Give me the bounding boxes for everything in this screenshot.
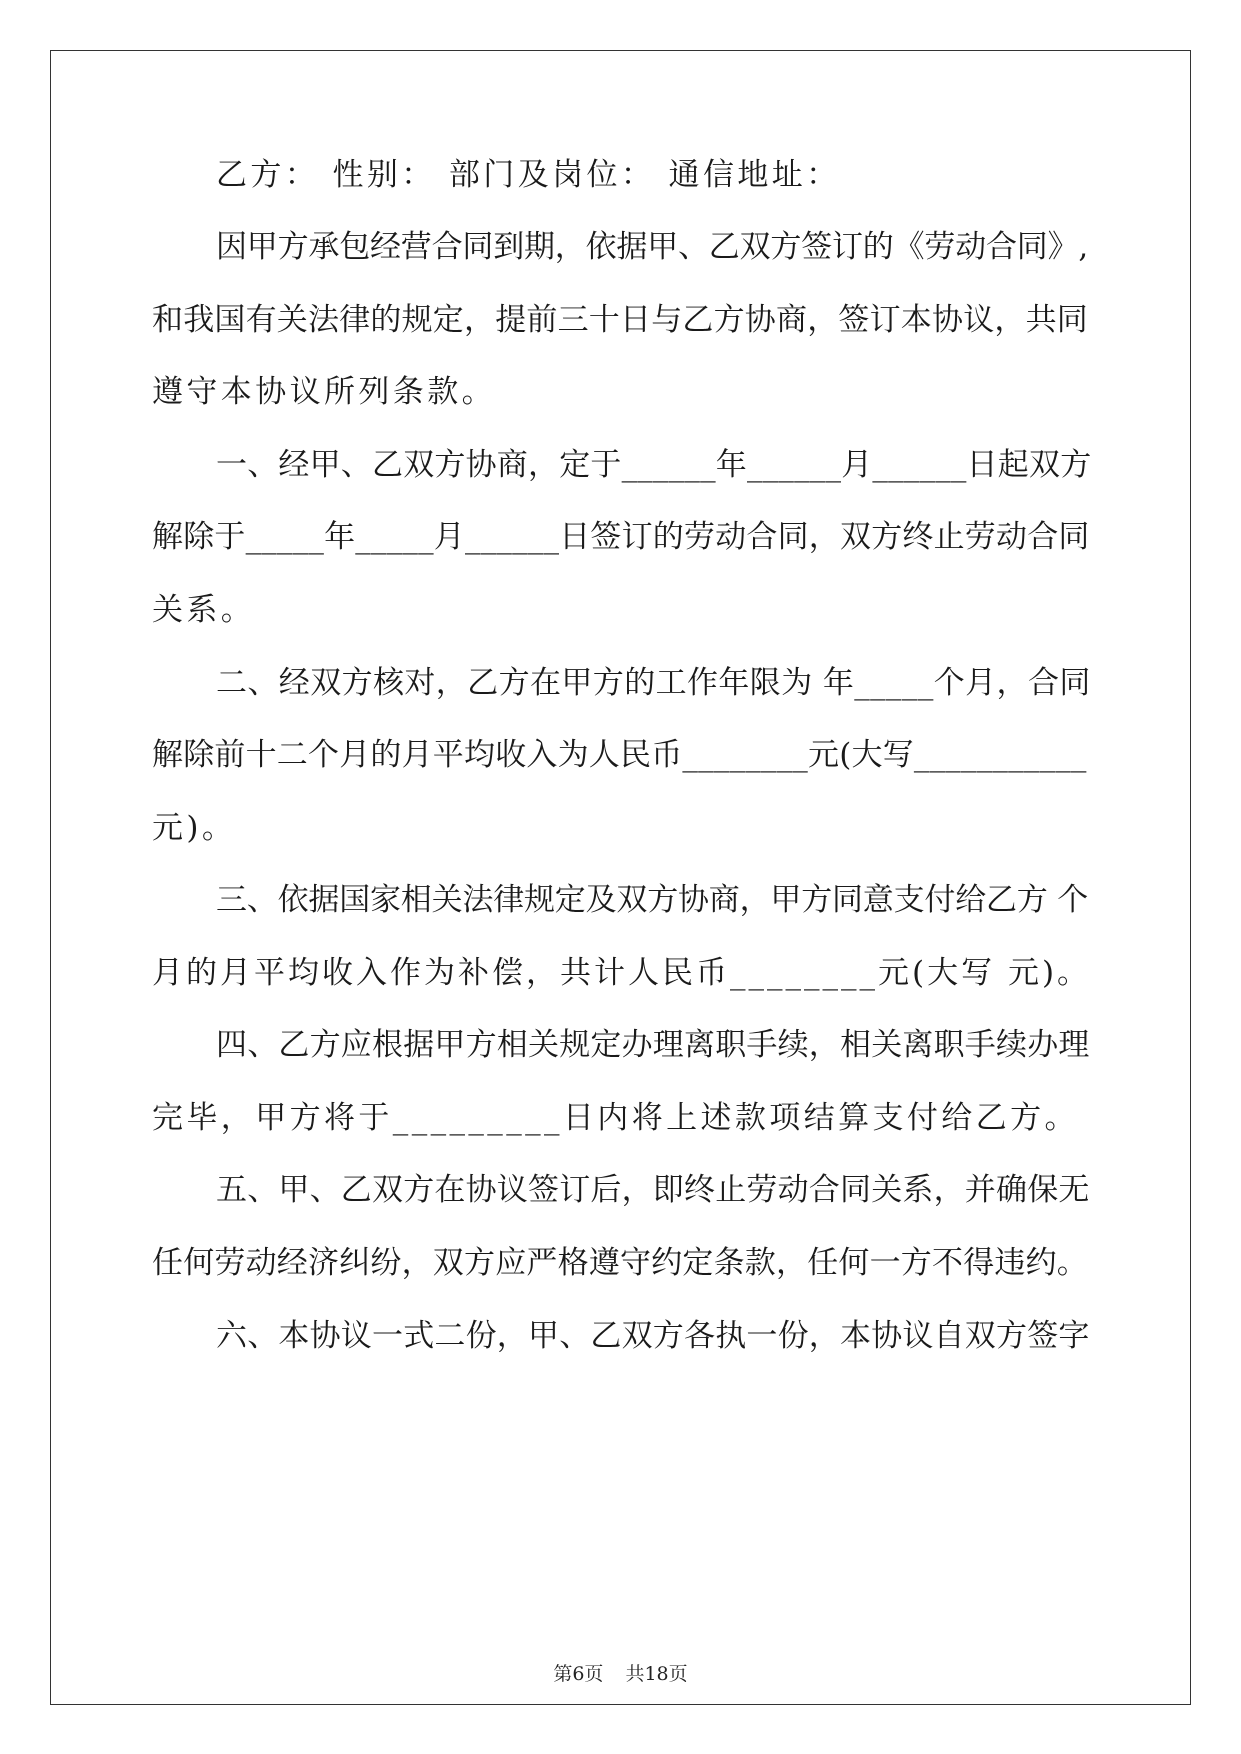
paragraph-intro-line-3: 遵守本协议所列条款。	[152, 374, 496, 410]
clause-5-line-1: 五、甲、乙双方在协议签订后，即终止劳动合同关系，并确保无	[216, 1172, 1090, 1208]
clause-2-line-2: 解除前十二个月的月平均收入为人民币________元(大写___________	[152, 737, 1087, 773]
clause-6-line-1: 六、本协议一式二份，甲、乙双方各执一份，本协议自双方签字	[216, 1318, 1090, 1354]
page-footer	[0, 1662, 1241, 1686]
clause-2-line-1: 二、经双方核对，乙方在甲方的工作年限为 年_____个月，合同	[216, 665, 1091, 701]
clause-5-line-2: 任何劳动经济纠纷，双方应严格遵守约定条款，任何一方不得违约。	[152, 1245, 1088, 1281]
clause-2-line-3: 元)。	[152, 810, 237, 846]
page-number-total: 共18页	[625, 1663, 688, 1685]
paragraph-intro-line-1: 因甲方承包经营合同到期，依据甲、乙双方签订的《劳动合同》,	[216, 229, 1089, 265]
clause-1-line-2: 解除于_____年_____月______日签订的劳动合同，双方终止劳动合同	[152, 519, 1090, 555]
clause-1-line-1: 一、经甲、乙双方协商，定于______年______月______日起双方	[216, 447, 1092, 483]
clause-4-line-1: 四、乙方应根据甲方相关规定办理离职手续，相关离职手续办理	[216, 1027, 1090, 1063]
clause-1-line-3: 关系。	[152, 592, 256, 628]
clause-3-line-2: 月的月平均收入作为补偿，共计人民币________元(大写 元)。	[152, 955, 1092, 991]
page-number-current: 第6页	[553, 1663, 604, 1685]
party-b-info-line: 乙方： 性别： 部门及岗位： 通信地址：	[216, 157, 841, 193]
page-frame	[50, 50, 1191, 1705]
paragraph-intro-line-2: 和我国有关法律的规定，提前三十日与乙方协商，签订本协议，共同	[152, 302, 1088, 338]
clause-3-line-1: 三、依据国家相关法律规定及双方协商，甲方同意支付给乙方 个	[216, 882, 1089, 918]
clause-4-line-2: 完毕，甲方将于_________日内将上述款项结算支付给乙方。	[152, 1100, 1079, 1136]
